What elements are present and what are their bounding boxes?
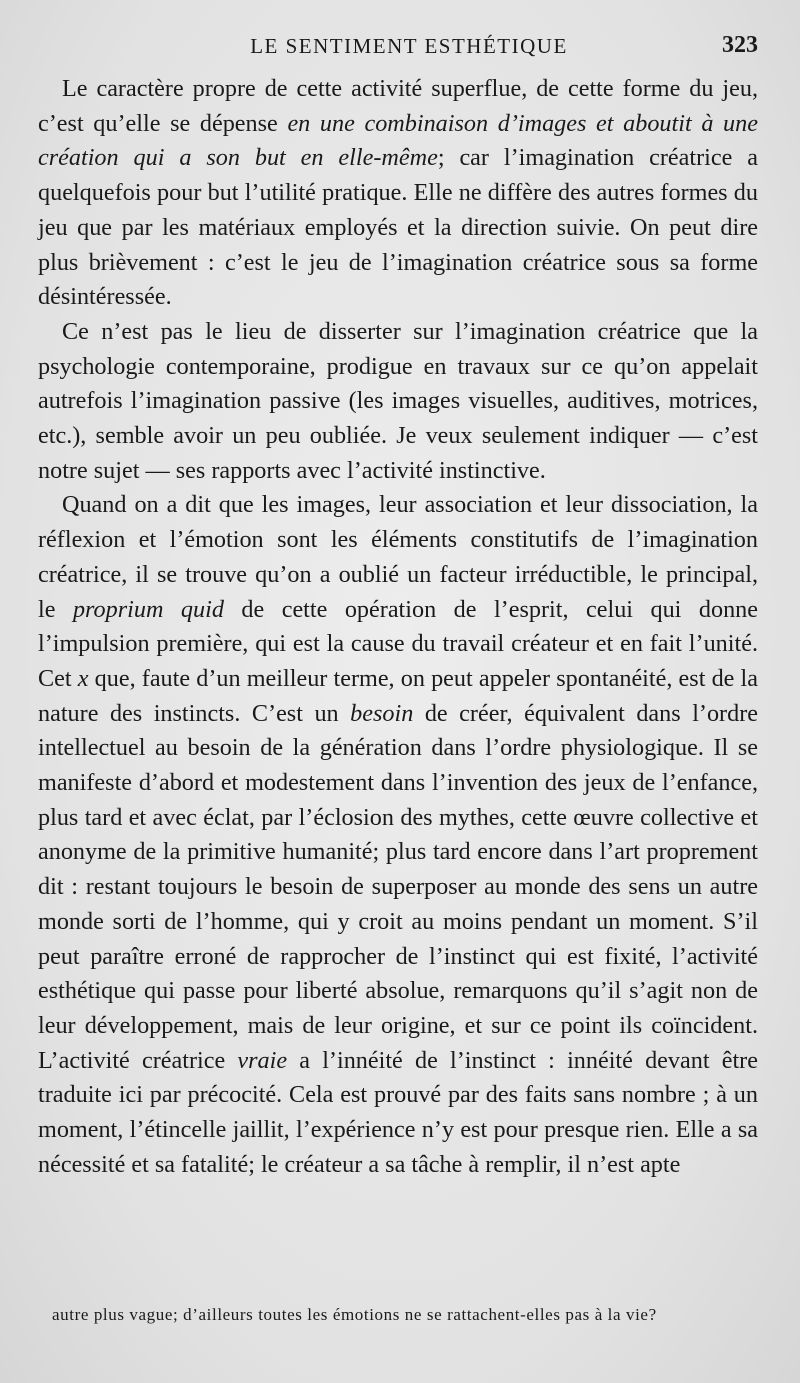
footnote-text: autre plus vague; d’ailleurs toutes les émotions ne se rattachent-elles pas à la vie? [52, 1305, 657, 1324]
body-text [38, 72, 758, 1183]
italic-run: x [77, 664, 89, 692]
text-run: Ce n’est pas le lieu de disserter sur l’imagination créatrice que la psychologie contemporaine, prodigue en travaux sur ce qu’on appelait autrefois l’imagination passive (les images visuelles, auditives, motrices, etc.), semble avoir un peu oubliée. Je veux seulement indiquer — c’est notre sujet — ses rapports avec l’activité instinctive. [38, 317, 758, 484]
text-run: de créer, équivalent dans l’ordre intellectuel au besoin de la génération dans l’ordre physiologique. Il se manifeste d’abord et modestement dans l’invention des jeux de l’enfance, plus tard et avec éclat, par l’éclosion des mythes, cette œuvre collective et anonyme de la primitive humanité; plus tard encore dans l’art proprement dit : restant toujours le besoin de superposer au monde des sens un autre monde sorti de l’homme, qui y croit au moins pendant un moment. S’il peut paraître erroné de rapprocher de l’instinct qui est fixité, l’activité esthétique qui passe pour liberté absolue, remarquons qu’il s’agit non de leur développement, mais de leur origine, et sur ce point ils coïncident. L’activité créatrice [38, 699, 758, 1074]
page-number: 323 [722, 32, 758, 58]
footnote [38, 1303, 760, 1327]
italic-run: vraie [237, 1046, 288, 1074]
text-run: ; car l’imagination créatrice a quelquefois pour but l’utilité pratique. Elle ne diffère des autres formes du jeu que par les matériaux employés et la direction suivie. On peut dire plus brièvement : c’est le jeu de l’imagination créatrice sous sa forme désintéressée. [38, 144, 758, 311]
italic-run: proprium quid [72, 595, 224, 623]
text-run: de cette opération de l’esprit, celui qui donne l’impulsion première, qui est la cause du travail créateur et en fait l’unité. Cet [38, 595, 758, 692]
text-run: a l’innéité de l’instinct : innéité devant être traduite ici par précocité. Cela est prouvé par des faits sans nombre ; à un moment, l’étincelle jaillit, l’expérience n’y est pour presque rien. Elle a sa nécessité et sa fatalité; le créateur a sa tâche à remplir, il n’est apte [38, 1046, 758, 1178]
running-head: LE SENTIMENT ESTHÉTIQUE [250, 34, 568, 58]
paragraph [38, 315, 758, 489]
italic-run: besoin [350, 699, 414, 727]
page-header [60, 30, 758, 66]
text-run: Quand on a dit que les images, leur association et leur dissociation, la réflexion et l’émotion sont les éléments constitutifs de l’imagination créatrice, il se trouve qu’on a oublié un facteur irréductible, le principal, le [38, 491, 758, 623]
paragraph [38, 488, 758, 1182]
italic-run: en une combinaison d’images et aboutit à une création qui a son but en elle-même [38, 109, 758, 172]
paragraph [38, 72, 758, 315]
text-run: Le caractère propre de cette activité superflue, de cette forme du jeu, c’est qu’elle se dépense [38, 75, 758, 137]
text-run: que, faute d’un meilleur terme, on peut appeler spontanéité, est de la nature des instincts. C’est un [38, 664, 759, 727]
